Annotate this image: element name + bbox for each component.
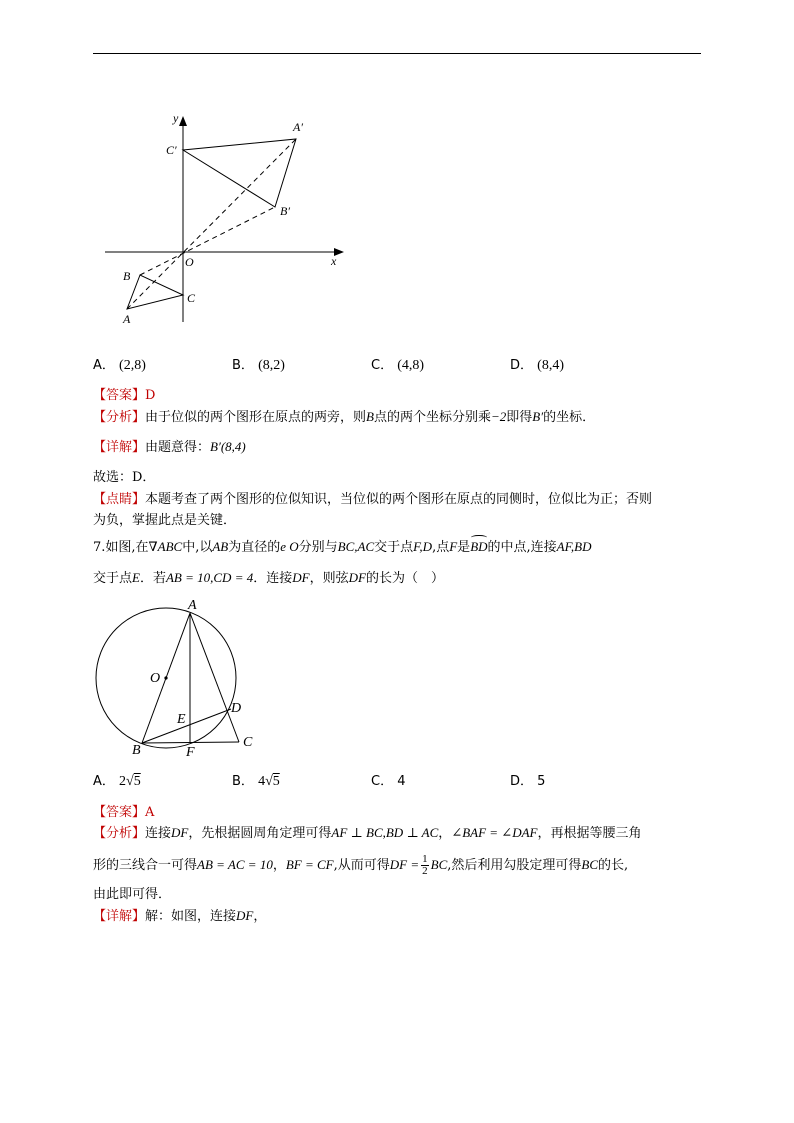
q6-choose: 故选：D．	[93, 470, 156, 485]
q7-option-d[interactable]: D． 5	[510, 774, 546, 789]
header-rule	[93, 53, 701, 54]
dash-line-a-prime	[127, 139, 296, 309]
q6-option-a[interactable]: A． (2,8)	[93, 358, 146, 373]
dash-line-b-prime	[140, 207, 275, 275]
q7-analysis-line2: 形的三线合一可得AB = AC = 10，BF = CF,从而可得DF = $\frac{1}{2}$ BC,然后利用勾股定理可得BC的长,	[93, 853, 629, 877]
answer-value: D	[145, 388, 156, 403]
label-c: C	[187, 291, 196, 305]
triangle-a-prime-b-prime-c-prime	[183, 139, 296, 207]
q6-comment-line2: 为负，掌握此点是关键．	[93, 513, 237, 528]
q7-option-b[interactable]: B． 4√5	[232, 774, 280, 789]
figure-homothety	[100, 108, 350, 330]
label-o: O	[185, 255, 194, 269]
label-f: F	[186, 745, 195, 760]
q6-analysis: 【分析】由于位似的两个图形在原点的两旁，则B点的两个坐标分别乘−2即得B′的坐标．	[93, 409, 596, 425]
q7-option-c[interactable]: C． 4	[371, 774, 406, 789]
segment-bc	[142, 742, 239, 743]
q6-option-b[interactable]: B． (8,2)	[232, 358, 285, 373]
label-a: A	[188, 598, 197, 613]
q6-option-c[interactable]: C． (4,8)	[371, 358, 425, 373]
q7-stem-line1: 7.如图,在∇ABC中,以AB为直径的e O分别与BC,AC交于点F,D,点F是BD的中点,连接AF,BD	[93, 539, 592, 555]
q7-answer: 【答案】A	[93, 805, 155, 820]
answer-tag: 【答案】	[93, 388, 146, 403]
q7-analysis-line1: 【分析】连接DF，先根据圆周角定理可得AF ⊥ BC,BD ⊥ AC，∠BAF = ∠DAF，再根据等腰三角	[93, 825, 642, 841]
q7-option-a[interactable]: A． 2√5	[93, 774, 141, 789]
fraction-one-half: $\frac{1}{2}$	[422, 853, 428, 877]
label-a: A	[123, 312, 131, 326]
label-x: x	[331, 254, 337, 268]
label-c-prime: C′	[166, 143, 177, 157]
label-a-prime: A′	[293, 120, 303, 134]
segment-bd	[142, 709, 231, 743]
q6-detail: 【详解】由题意得：B′(8,4)	[93, 439, 246, 455]
label-y: y	[173, 111, 179, 125]
label-e: E	[177, 712, 186, 727]
label-b: B	[132, 743, 141, 758]
q7-detail: 【详解】解：如图，连接DF，	[93, 908, 267, 924]
label-o: O	[150, 671, 161, 686]
segment-ac	[190, 613, 242, 742]
figure-circle-triangle	[90, 592, 270, 764]
label-b: B	[123, 269, 131, 283]
q6-answer	[93, 386, 155, 406]
y-axis-arrow	[179, 116, 187, 126]
label-d: D	[231, 701, 242, 716]
arc-bd: BD	[470, 537, 487, 557]
triangle-abc	[127, 275, 183, 309]
label-c: C	[243, 735, 253, 750]
label-b-prime: B′	[280, 204, 290, 218]
q6-comment-line1: 【点睛】本题考查了两个图形的位似知识，当位似的两个图形在原点的同侧时，位似比为正；否则	[93, 492, 653, 507]
center-dot	[164, 676, 167, 679]
q7-stem-line2: 交于点E．若AB = 10,CD = 4．连接DF，则弦DF的长为（ ）	[93, 570, 444, 586]
q6-option-d[interactable]: D． (8,4)	[510, 358, 564, 373]
q7-analysis-line3: 由此即可得．	[93, 887, 172, 902]
